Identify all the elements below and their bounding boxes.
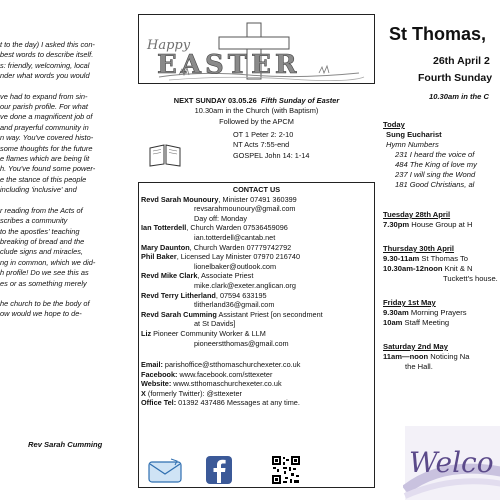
letter-paragraph-2: [0, 92, 128, 196]
friday-heading: Friday 1st May: [383, 298, 436, 307]
reading-gospel: GOSPEL John 14: 1-14: [233, 150, 310, 160]
pastoral-letter: [0, 0, 128, 500]
contact-email[interactable]: pioneerstthomas@gmail.com: [194, 338, 289, 348]
letter-line: s: friendly, welcoming, local: [0, 60, 90, 70]
event-text: Noticing Na: [428, 352, 470, 361]
welcome-text: Welco: [409, 446, 494, 479]
event-text: Morning Prayers: [408, 308, 467, 317]
thursday-heading: Thursday 30th April: [383, 244, 455, 253]
saturday-heading: Saturday 2nd May: [383, 342, 448, 351]
letter-line: e flames which are being lit: [0, 154, 90, 164]
easter-cross-graphic: [139, 15, 374, 83]
letter-line: r reading from the Acts of: [0, 205, 83, 215]
hymn-item: 231 I heard the voice of: [395, 150, 475, 159]
contact-email[interactable]: tlitherland36@gmail.com: [194, 300, 275, 310]
contact-title: CONTACT US: [232, 185, 281, 194]
letter-line: to the apostles' teaching: [0, 226, 80, 236]
contact-name: Ian Totterdell: [141, 223, 187, 233]
letter-line: best words to describe itself.: [0, 50, 94, 60]
letter-paragraph-1: [0, 40, 128, 82]
contact-detail: , Licensed Lay Minister 07970 216740: [176, 252, 301, 262]
sunday-name: Fourth Sunday: [418, 72, 493, 84]
contact-email[interactable]: revsarahmounoury@gmail.com: [194, 204, 296, 214]
letter-line: ve done a magnificent job of: [0, 112, 93, 122]
contact-detail: , Minister 07491 360399: [218, 194, 297, 204]
contact-name: Revd Mike Clark: [141, 271, 198, 281]
contact-note: Day off: Monday: [194, 213, 247, 223]
tuesday-heading: Tuesday 28th April: [383, 210, 451, 219]
welcome-banner: [403, 420, 500, 500]
contact-detail: Pioneer Community Worker & LLM: [151, 328, 266, 338]
reading-nt: NT Acts 7:55-end: [233, 140, 290, 150]
banner-easter-text: EASTER: [157, 50, 301, 80]
letter-line: scribes a community: [0, 216, 68, 226]
event-time: 10.30am-12noon: [383, 264, 443, 273]
letter-line: some thoughts for the future: [0, 143, 93, 153]
contact-email[interactable]: ian.totterdell@cantab.net: [194, 232, 276, 242]
service-date: 26th April 2: [433, 55, 490, 67]
facebook-icon: [205, 455, 233, 485]
letter-line: ow would we hope to de-: [0, 309, 82, 319]
contact-detail: , Associate Priest: [197, 271, 254, 281]
hymn-heading: Hymn Numbers: [386, 140, 439, 149]
contact-detail: , 07594 633195: [215, 290, 267, 300]
contact-detail: Assistant Priest [on secondment: [216, 309, 323, 319]
event-text: Staff Meeting: [402, 318, 450, 327]
contact-note: at St Davids]: [194, 319, 236, 329]
letter-line: h. You've found some power-: [0, 164, 96, 174]
hymn-item: 484 The King of love my: [395, 160, 477, 169]
today-section: [383, 120, 477, 190]
event-text: House Group at H: [409, 220, 473, 229]
next-sunday-service: 10.30am in the Church (with Baptism): [194, 106, 319, 116]
next-sunday-heading: NEXT SUNDAY 03.05.26: [173, 96, 257, 105]
contact-name: Liz: [141, 328, 152, 338]
today-heading: Today: [383, 120, 405, 129]
link-label: Website:: [141, 379, 172, 389]
today-service: Sung Eucharist: [386, 130, 442, 139]
letter-line: breaking of bread and the: [0, 236, 85, 246]
event-text: Tuckett's house.: [443, 274, 498, 283]
next-sunday-title: Fifth Sunday of Easter: [260, 96, 340, 105]
contact-detail: , Church Warden 07536459096: [186, 223, 288, 233]
email-envelope-icon: [147, 457, 185, 485]
letter-line: clude signs and miracles,: [0, 247, 83, 257]
letter-line: including 'inclusive' and: [0, 185, 77, 195]
letter-line: es or as something merely: [0, 278, 87, 288]
happy-easter-banner: [138, 14, 375, 84]
readings-block: [138, 130, 375, 178]
facebook-link[interactable]: www.facebook.com/sttexeter: [177, 369, 273, 379]
hymn-item: 181 Good Christians, al: [395, 180, 475, 189]
contact-email[interactable]: mike.clark@exeter.anglican.org: [194, 280, 296, 290]
thursday-section: [383, 244, 498, 284]
notices-column: [138, 0, 378, 500]
event-time: 10am: [383, 318, 403, 327]
link-label: Facebook:: [141, 369, 178, 379]
letter-line: n way. You've covered histo-: [0, 133, 94, 143]
letter-line: nder what words you would: [0, 71, 90, 81]
letter-line: ve had to expand from sin-: [0, 91, 88, 101]
contact-name: Mary Daunton: [141, 242, 190, 252]
this-week-column: [383, 0, 500, 500]
saturday-section: [383, 342, 470, 372]
contact-icons: [139, 455, 376, 487]
office-tel: 01392 437486 Messages at any time.: [176, 398, 300, 408]
letter-line: t to the day) I asked this con-: [0, 40, 95, 49]
letter-paragraph-4: [0, 299, 128, 320]
x-link[interactable]: (formerly Twitter): @sttexeter: [145, 388, 242, 398]
letter-line: our parish profile. For what: [0, 102, 88, 112]
event-time: 7.30pm: [383, 220, 410, 229]
letter-line: ng in common, which we did-: [0, 257, 96, 267]
event-text: St Thomas To: [419, 254, 468, 263]
contact-box: [138, 182, 375, 488]
event-time: 9.30am: [383, 308, 409, 317]
bible-icon: [148, 142, 182, 168]
contact-detail: , Church Warden 07779742792: [189, 242, 292, 252]
letter-line: e the stance of this people: [0, 174, 87, 184]
contact-name: Revd Sarah Cumming: [141, 309, 217, 319]
hymn-item: 237 I will sing the Wond: [395, 170, 476, 179]
contact-email[interactable]: lionelbaker@outlook.com: [194, 261, 277, 271]
reading-ot: OT 1 Peter 2: 2-10: [233, 130, 294, 139]
friday-section: [383, 298, 467, 328]
event-time: 11am—noon: [383, 352, 429, 361]
next-sunday-followed: Followed by the APCM: [219, 116, 294, 126]
welcome-graphic: [403, 420, 500, 500]
link-label: Office Tel:: [141, 398, 177, 408]
tuesday-section: [383, 210, 472, 230]
event-text: Knit & N: [442, 264, 473, 273]
event-time: 9.30-11am: [383, 254, 420, 263]
banner-happy-text: Happy: [147, 38, 191, 53]
contact-name: Revd Sarah Mounoury: [141, 194, 219, 204]
contact-name: Phil Baker: [141, 252, 177, 262]
link-label: Email:: [141, 360, 163, 370]
qr-code-icon[interactable]: [271, 455, 301, 485]
website-link[interactable]: www.stthomaschurchexeter.co.uk: [171, 379, 282, 389]
letter-line: h profile! Do we see this as: [0, 268, 89, 278]
contact-name: Revd Terry Litherland: [141, 290, 216, 300]
letter-line: and prayerful community in: [0, 122, 89, 132]
letter-signature: Rev Sarah Cumming: [28, 440, 103, 449]
letter-line: he church to be the body of: [0, 298, 90, 308]
next-sunday-block: [138, 96, 375, 127]
event-text: the Hall.: [405, 362, 433, 371]
church-title: St Thomas,: [389, 24, 487, 44]
email-link[interactable]: parishoffice@stthomaschurchexeter.co.uk: [162, 360, 301, 370]
link-label: X: [141, 388, 146, 398]
service-time: 10.30am in the C: [429, 92, 489, 101]
letter-paragraph-3: [0, 206, 128, 289]
